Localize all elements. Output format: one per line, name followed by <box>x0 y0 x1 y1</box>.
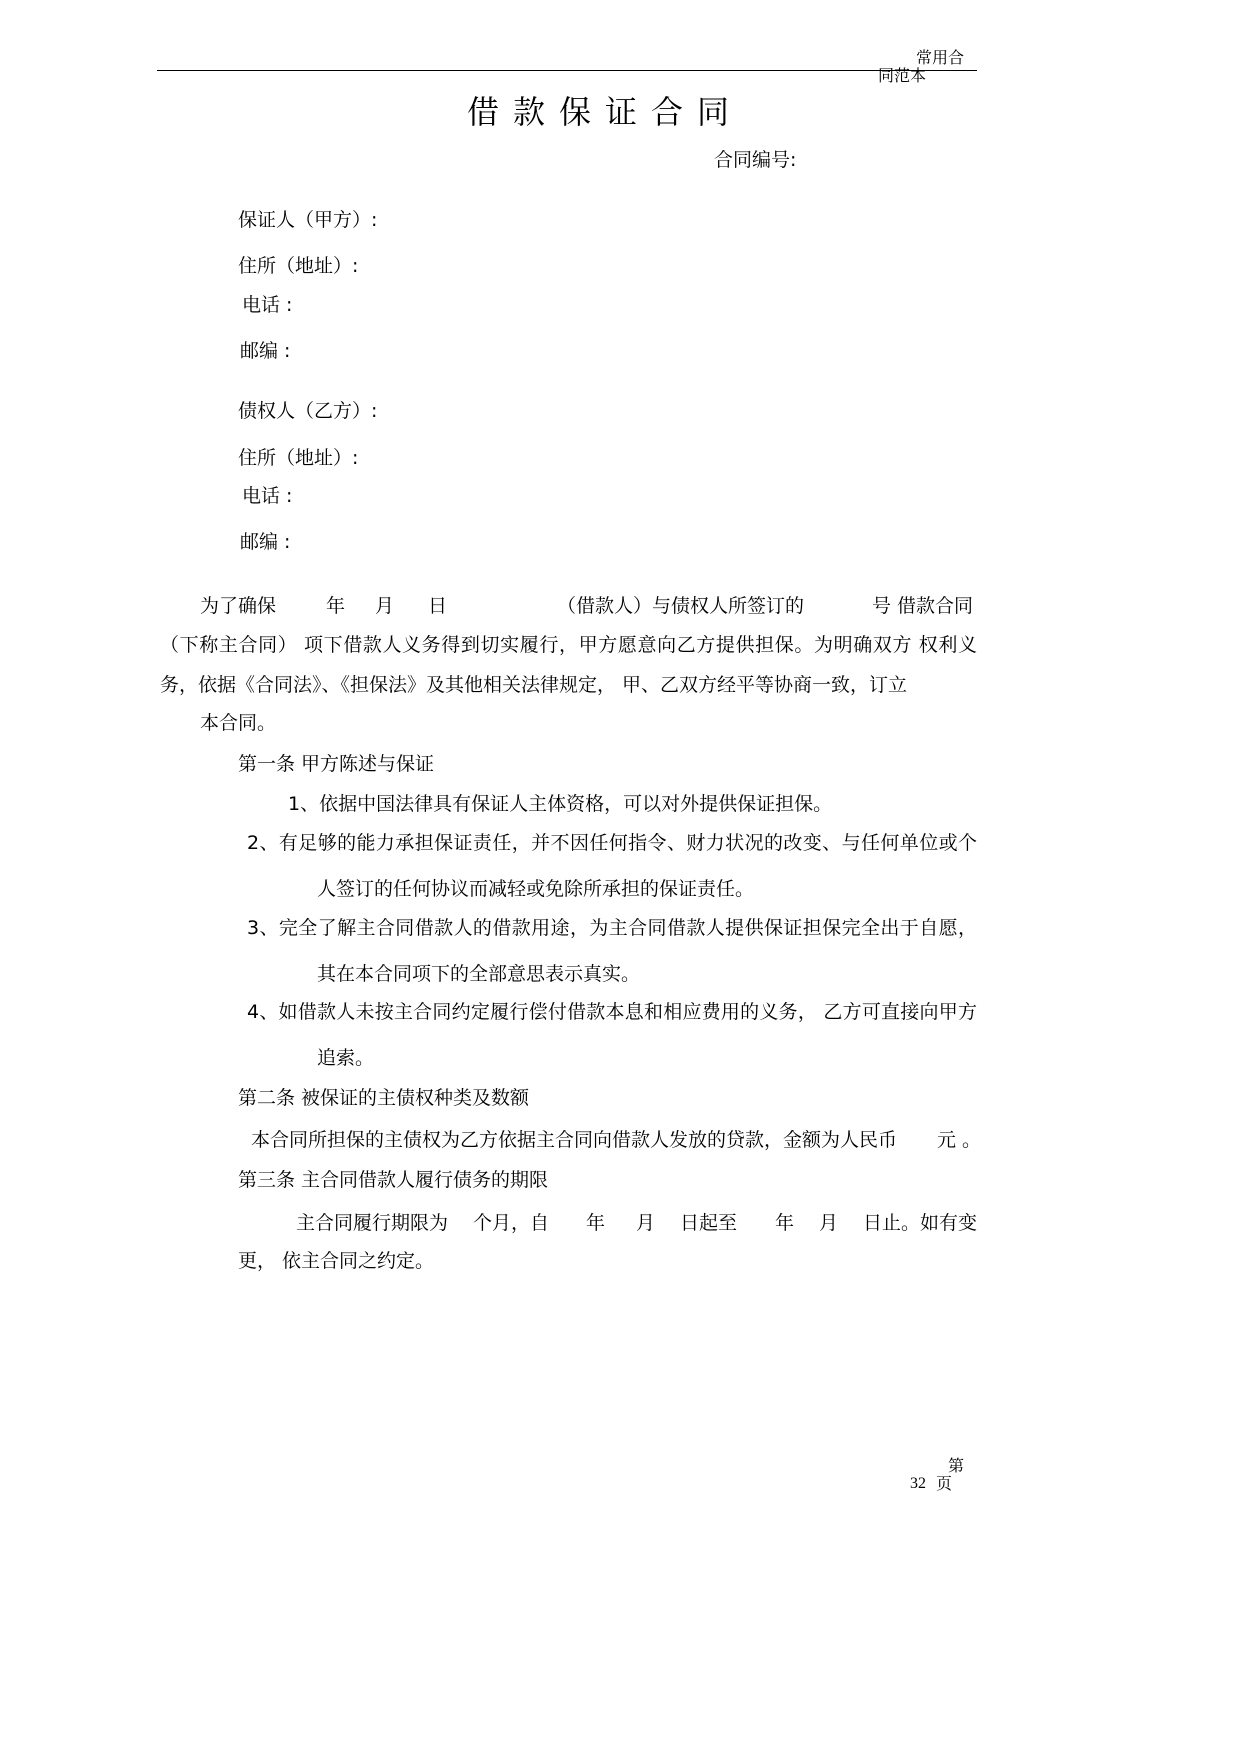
header-label-line1: 常用合 <box>916 48 965 67</box>
preamble-line: （下称主合同） 项下借款人义务得到切实履行，甲方愿意向乙方提供担保。为明确双方 权利义 <box>160 634 977 656</box>
article3-segment: 日止。如有变 <box>863 1212 978 1234</box>
preamble-line: 务，依据《合同法》、《担保法》及其他相关法律规定， 甲、乙双方经平等协商一致，订立 <box>160 674 908 696</box>
article3-segment: 年 <box>586 1212 606 1234</box>
article1-heading: 第一条 甲方陈述与保证 <box>238 753 435 775</box>
creditor-name-label: 债权人（乙方）: <box>238 400 378 422</box>
header-rule <box>157 70 977 71</box>
creditor-address-label: 住所（地址）: <box>238 447 359 469</box>
guarantor-address-label: 住所（地址）: <box>238 255 359 277</box>
preamble-segment: 年 <box>326 595 346 617</box>
document-title: 借款保证合同 <box>467 93 744 131</box>
creditor-phone-label: 电话 : <box>242 485 293 507</box>
preamble-line: 本合同。 <box>200 712 277 734</box>
article1-item2-cont: 人签订的任何协议而减轻或免除所承担的保证责任。 <box>317 878 755 900</box>
guarantor-phone-label: 电话 : <box>242 294 293 316</box>
article3-segment: 月 <box>636 1212 656 1234</box>
preamble-segment: 月 <box>375 595 395 617</box>
article3-segment: 个月，自 <box>473 1212 550 1234</box>
article3-segment: 主合同履行期限为 <box>296 1212 449 1234</box>
article3-line2: 更， 依主合同之约定。 <box>238 1250 435 1272</box>
preamble-segment: 日 <box>428 595 448 617</box>
guarantor-postcode-label: 邮编 : <box>240 340 291 362</box>
preamble-segment: 号 借款合同 <box>872 595 974 617</box>
page-number: 32 <box>910 1475 926 1492</box>
preamble-segment: （借款人）与债权人所签订的 <box>557 595 805 617</box>
article2-body-unit: 元 。 <box>937 1129 982 1151</box>
article3-segment: 年 <box>775 1212 795 1234</box>
contract-number-label: 合同编号: <box>714 149 797 171</box>
article1-item1: 1、依据中国法律具有保证人主体资格，可以对外提供保证担保。 <box>288 793 833 815</box>
footer-di: 第 <box>948 1456 965 1475</box>
article1-item4: 4、如借款人未按主合同约定履行偿付借款本息和相应费用的义务， 乙方可直接向甲方 <box>247 1001 977 1023</box>
article2-body: 本合同所担保的主债权为乙方依据主合同向借款人发放的贷款，金额为人民币 <box>251 1129 898 1151</box>
article1-item4-cont: 追索。 <box>317 1047 375 1069</box>
article3-segment: 月 <box>819 1212 839 1234</box>
footer-ye: 页 <box>936 1474 953 1493</box>
preamble-segment: 为了确保 <box>200 595 277 617</box>
guarantor-name-label: 保证人（甲方）: <box>238 209 378 231</box>
article1-item3-cont: 其在本合同项下的全部意思表示真实。 <box>317 963 641 985</box>
article3-heading: 第三条 主合同借款人履行债务的期限 <box>238 1169 549 1191</box>
header-label-line2: 同范本 <box>878 66 927 85</box>
article2-heading: 第二条 被保证的主债权种类及数额 <box>238 1087 530 1109</box>
article1-item3: 3、完全了解主合同借款人的借款用途，为主合同借款人提供保证担保完全出于自愿， <box>247 917 977 939</box>
article1-item2: 2、有足够的能力承担保证责任，并不因任何指令、财力状况的改变、与任何单位或个 <box>247 832 977 854</box>
creditor-postcode-label: 邮编 : <box>240 531 291 553</box>
article3-segment: 日起至 <box>680 1212 738 1234</box>
